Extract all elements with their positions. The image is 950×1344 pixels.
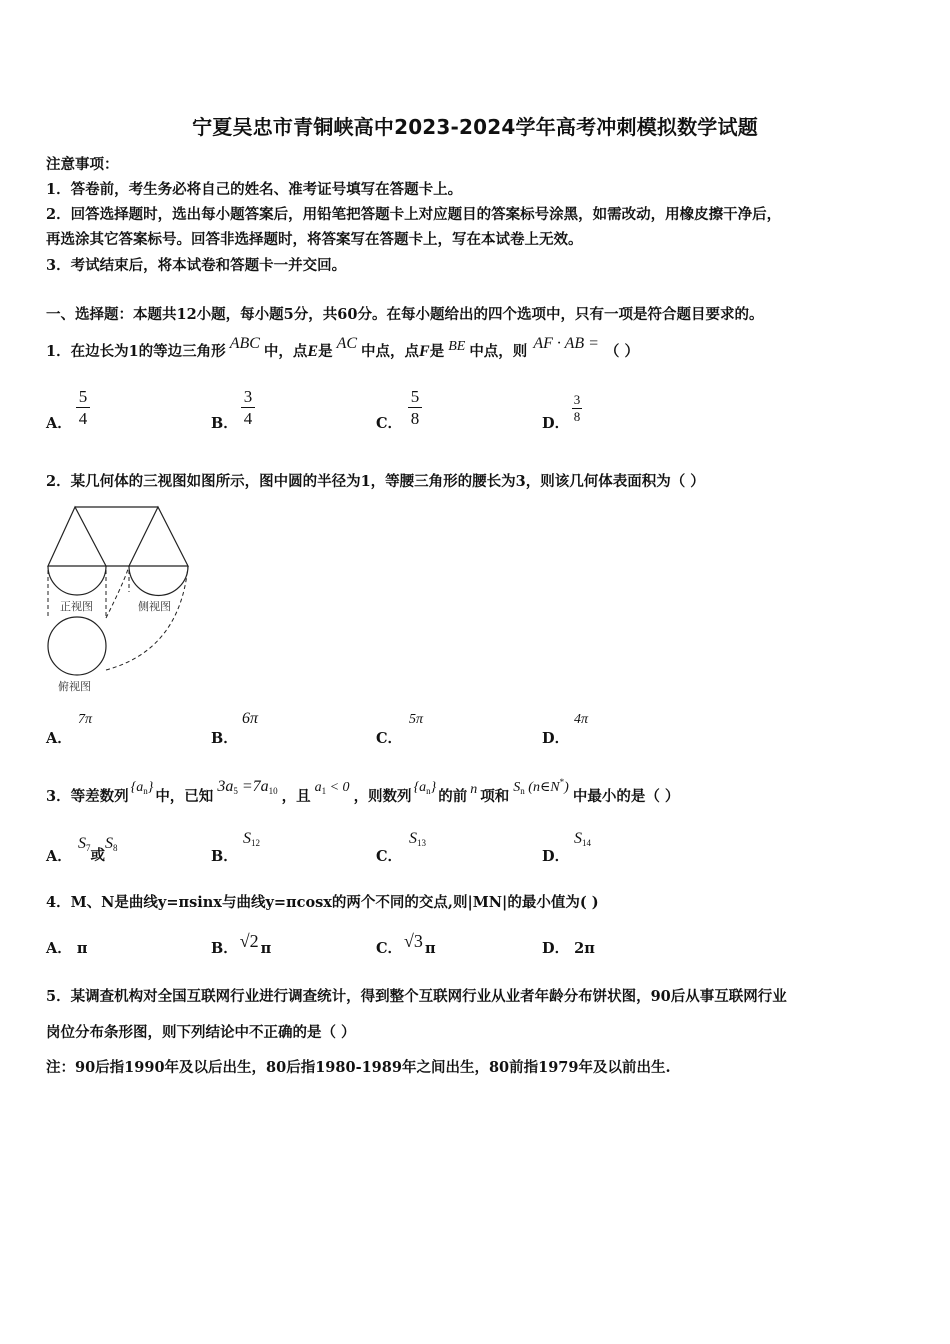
- section-heading: 一、选择题：本题共12小题，每小题5分，共60分。在每小题给出的四个选项中，只有一项是符合题目要求的。: [46, 306, 764, 323]
- question-5-stem-line-1: 5．某调查机构对全国互联网行业进行调查统计，得到整个互联网行业从业者年龄分布饼状图，90后从事互联网行业: [46, 988, 787, 1005]
- q2-option-d-label[interactable]: D．: [542, 730, 570, 747]
- question-2-stem: 2．某几何体的三视图如图所示，图中圆的半径为1，等腰三角形的腰长为3，则该几何体表面积为（ ）: [46, 473, 705, 490]
- q4-option-a[interactable]: A． π: [46, 940, 88, 957]
- q3-option-b-value: $S_{12}$: [243, 830, 260, 848]
- side-view-triangle: [129, 507, 188, 566]
- question-4-stem: 4．M、N是曲线y=πsinx与曲线y=πcosx的两个不同的交点,则|MN|的最小值为( ): [46, 894, 599, 911]
- math-dot-product: AF · AB =: [533, 335, 599, 352]
- q1-option-c-label[interactable]: C．: [376, 415, 403, 432]
- q3-option-a-label[interactable]: A．: [46, 848, 72, 865]
- q4-option-b[interactable]: B． √2 π: [211, 931, 272, 957]
- page-title: 宁夏吴忠市青铜峡高中2023-2024学年高考冲刺模拟数学试题: [192, 115, 758, 139]
- question-1-stem: 1．在边长为1的等边三角形 ABC 中，点E是 AC 中点，点F是 BE 中点，则 AF · AB = （ ）: [46, 335, 639, 360]
- q3-option-d-value: $S_{14}$: [574, 830, 591, 848]
- q1-option-b-fraction: 3 4: [241, 387, 255, 428]
- side-view-label: 侧视图: [138, 600, 171, 613]
- q3-option-c-value: $S_{13}$: [409, 830, 426, 848]
- q2-option-a-value: 7π: [78, 712, 93, 727]
- q1-option-a-fraction: 5 4: [76, 387, 90, 428]
- front-view-semicircle: [48, 566, 106, 595]
- q2-option-a-label[interactable]: A．: [46, 730, 72, 747]
- q4-option-c[interactable]: C． √3 π: [376, 931, 436, 957]
- notice-item-3: 3．考试结束后，将本试卷和答题卡一并交回。: [46, 257, 347, 274]
- question-5-stem-line-2: 岗位分布条形图，则下列结论中不正确的是（ ）: [46, 1024, 356, 1041]
- q2-option-d-value: 4π: [574, 712, 589, 727]
- q2-option-c-label[interactable]: C．: [376, 730, 403, 747]
- notice-item-1: 1．答卷前，考生务必将自己的姓名、准考证号填写在答题卡上。: [46, 181, 463, 198]
- math-abc: ABC: [229, 335, 260, 352]
- notice-item-2-cont: 再选涂其它答案标号。回答非选择题时，将答案写在答题卡上，写在本试卷上无效。: [46, 231, 583, 248]
- question-5-note: 注：90后指1990年及以后出生，80后指1980-1989年之间出生，80前指1979年及以前出生.: [46, 1059, 671, 1076]
- q3-option-b-label[interactable]: B．: [211, 848, 238, 865]
- q3-option-d-label[interactable]: D．: [542, 848, 570, 865]
- q1-option-d-label[interactable]: D．: [542, 415, 570, 432]
- q2-option-b-value: 6π: [242, 710, 259, 727]
- q1-option-c-fraction: 5 8: [408, 387, 422, 428]
- side-view-semicircle: [129, 566, 188, 596]
- q2-option-c-value: 5π: [409, 712, 424, 727]
- front-view-triangle: [48, 507, 106, 566]
- three-view-diagram: [40, 500, 200, 700]
- q1-option-b-label[interactable]: B．: [211, 415, 238, 432]
- top-view-circle: [48, 617, 106, 675]
- top-view-label: 俯视图: [58, 680, 91, 693]
- notice-item-2: 2．回答选择题时，选出每小题答案后，用铅笔把答题卡上对应题目的答案标号涂黑，如需改动，用橡皮擦干净后，: [46, 206, 782, 223]
- question-3-stem: 3．等差数列$\{a_n\}$中，已知$3a_5 =7a_{10}$ ，且$a_1 < 0$，则数列$\{a_n\}$的前 n 项和$S_n$ (n∈N*)中最小的是（ ）: [46, 777, 680, 805]
- q2-option-b-label[interactable]: B．: [211, 730, 238, 747]
- q4-option-d[interactable]: D． 2π: [542, 940, 595, 957]
- q1-option-a-label[interactable]: A．: [46, 415, 72, 432]
- q3-option-a-value: $S_7$或$S_8$: [78, 835, 118, 864]
- notice-heading: 注意事项：: [46, 156, 119, 173]
- front-view-label: 正视图: [60, 600, 93, 613]
- q1-option-d-fraction: 3 8: [573, 392, 581, 424]
- q3-option-c-label[interactable]: C．: [376, 848, 403, 865]
